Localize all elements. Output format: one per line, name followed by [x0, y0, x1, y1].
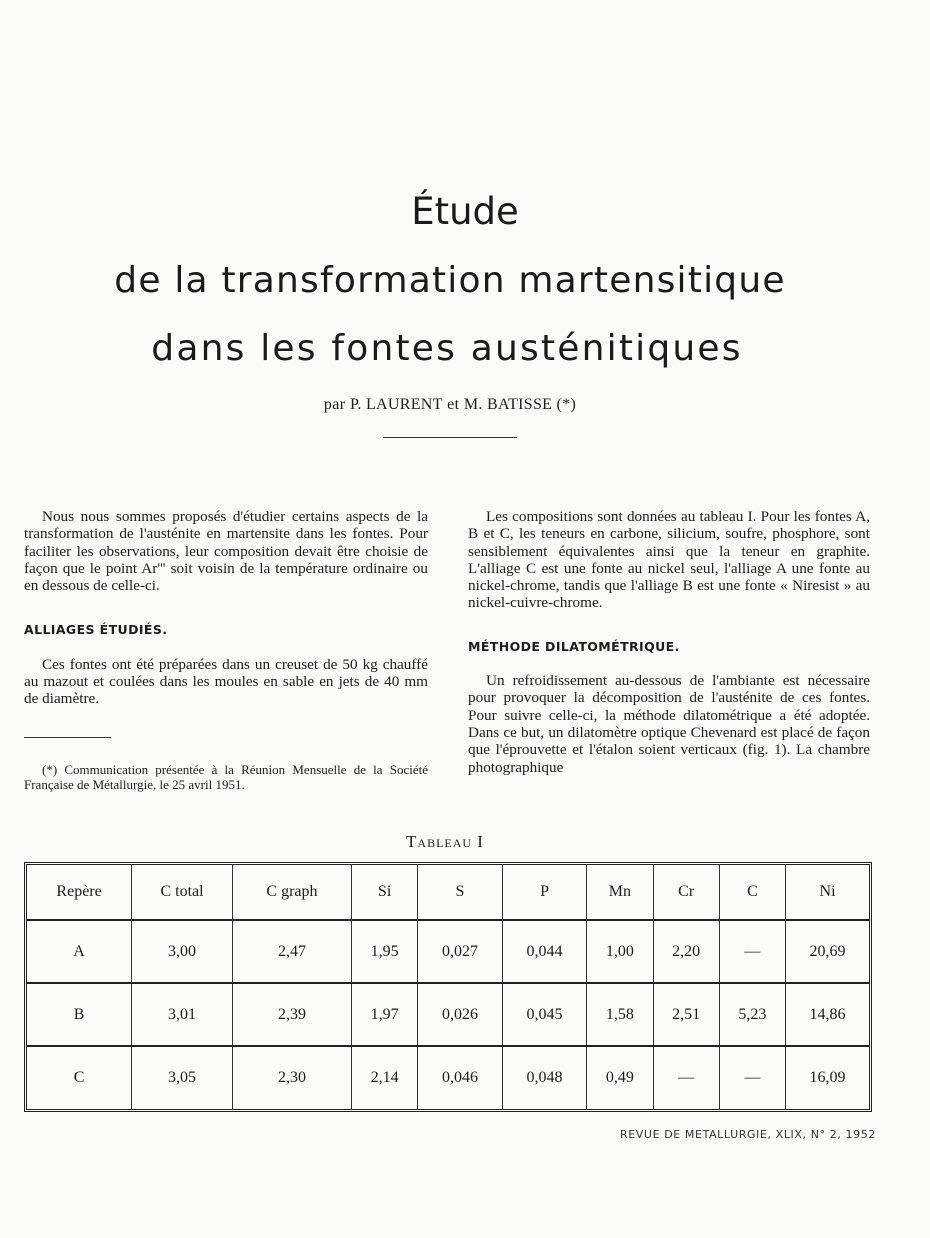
- table-cell: 20,69: [786, 920, 869, 983]
- title-line-1: Étude: [411, 190, 519, 233]
- methode-paragraph: Un refroidissement au-dessous de l'ambiante est nécessaire pour provoquer la décomposition de l'austénite de ces fontes. Pour suivre celle-ci, la méthode dilatométrique a été adoptée. Dans ce but, un dilatomètre optique Chevenard est placé de façon que l'éprouvette et l'étalon soient verticaux (fig. 1). La chambre photographique: [468, 672, 870, 776]
- table-cell: 0,048: [502, 1046, 587, 1109]
- table-cell: 0,49: [587, 1046, 653, 1109]
- author-2: M. BATISSE (*): [463, 396, 577, 413]
- table-cell: 0,046: [418, 1046, 503, 1109]
- table-cell: 0,045: [502, 983, 587, 1046]
- table-row: [27, 920, 869, 983]
- alliages-paragraph: Ces fontes ont été préparées dans un creuset de 50 kg chauffé au mazout et coulées dans les moules en sable en jets de 40 mm de diamètre.: [24, 655, 428, 708]
- table-cell: —: [719, 920, 785, 983]
- table-cell: 16,09: [786, 1046, 869, 1109]
- byline-conjunction: et: [447, 396, 460, 413]
- table-cell: 2,14: [351, 1046, 417, 1109]
- left-column: [24, 508, 428, 792]
- table-header: P: [502, 865, 587, 920]
- table-cell: C: [73, 1069, 85, 1086]
- table-cell: 2,30: [232, 1046, 351, 1109]
- table-cell: 0,026: [418, 983, 503, 1046]
- table-cell: A: [27, 920, 132, 983]
- table-header: Mn: [587, 865, 653, 920]
- table-header: C graph: [232, 865, 351, 920]
- title-divider: [383, 437, 517, 438]
- table-header: C total: [132, 865, 233, 920]
- table-cell: —: [719, 1046, 785, 1109]
- title-line-2: de la transformation martensitique: [114, 260, 786, 301]
- section-heading-methode: MÉTHODE DILATOMÉTRIQUE.: [468, 638, 680, 654]
- footnote: (*) Communication présentée à la Réunion Mensuelle de la Société Française de Métallurgie, le 25 avril 1951.: [24, 761, 428, 792]
- table-header: Repère: [27, 865, 132, 920]
- byline-prefix: par: [323, 396, 346, 413]
- table-caption: Tableau I: [406, 832, 484, 851]
- table-cell: 2,39: [232, 983, 351, 1046]
- composition-table: [24, 862, 872, 1112]
- table-cell: 2,47: [232, 920, 351, 983]
- table-header: Cr: [653, 865, 719, 920]
- table-header-row: [27, 865, 869, 920]
- byline: [0, 396, 900, 414]
- table-cell: 1,97: [351, 983, 417, 1046]
- right-column: [468, 508, 870, 776]
- table-header: C: [719, 865, 785, 920]
- table-header: Si: [351, 865, 417, 920]
- title-line-3: dans les fontes austénitiques: [151, 328, 743, 369]
- intro-paragraph: Nous nous sommes proposés d'étudier certains aspects de la transformation de l'austénite en martensite dans les fontes. Pour faciliter les observations, leur composition devait être choisie de façon que le point Ar''' soit voisin de la température ordinaire ou en dessous de celle-ci.: [24, 508, 428, 595]
- table-header: Ni: [786, 865, 869, 920]
- table-cell: 1,58: [587, 983, 653, 1046]
- table-cell: 0,044: [502, 920, 587, 983]
- table-cell: 3,00: [132, 920, 233, 983]
- table-row: [27, 983, 869, 1046]
- journal-reference: REVUE DE METALLURGIE, XLIX, N° 2, 1952: [620, 1128, 876, 1141]
- table-cell: B: [27, 983, 132, 1046]
- table-cell: 3,05: [132, 1046, 233, 1109]
- table-cell: —: [653, 1046, 719, 1109]
- table-cell: 5,23: [719, 983, 785, 1046]
- compositions-paragraph: Les compositions sont données au tableau I. Pour les fontes A, B et C, les teneurs en carbone, silicium, soufre, phosphore, sont sensiblement équivalentes ainsi que la teneur en graphite. L'alliage C est une fonte au nickel seul, l'alliage A une fonte au nickel-chrome, tandis que l'alliage B est une fonte « Niresist » au nickel-cuivre-chrome.: [468, 508, 870, 612]
- table-cell: 1,95: [351, 920, 417, 983]
- table-cell: 3,01: [132, 983, 233, 1046]
- table-row: [27, 1046, 869, 1109]
- table-cell: 0,027: [418, 920, 503, 983]
- table-cell: 1,00: [587, 920, 653, 983]
- section-heading-alliages: ALLIAGES ÉTUDIÉS.: [24, 622, 168, 638]
- table-cell: 14,86: [786, 983, 869, 1046]
- table-cell: 2,51: [653, 983, 719, 1046]
- author-1: P. LAURENT: [349, 396, 443, 413]
- footnote-divider: [24, 737, 111, 738]
- table-header: S: [418, 865, 503, 920]
- table-cell: 2,20: [653, 920, 719, 983]
